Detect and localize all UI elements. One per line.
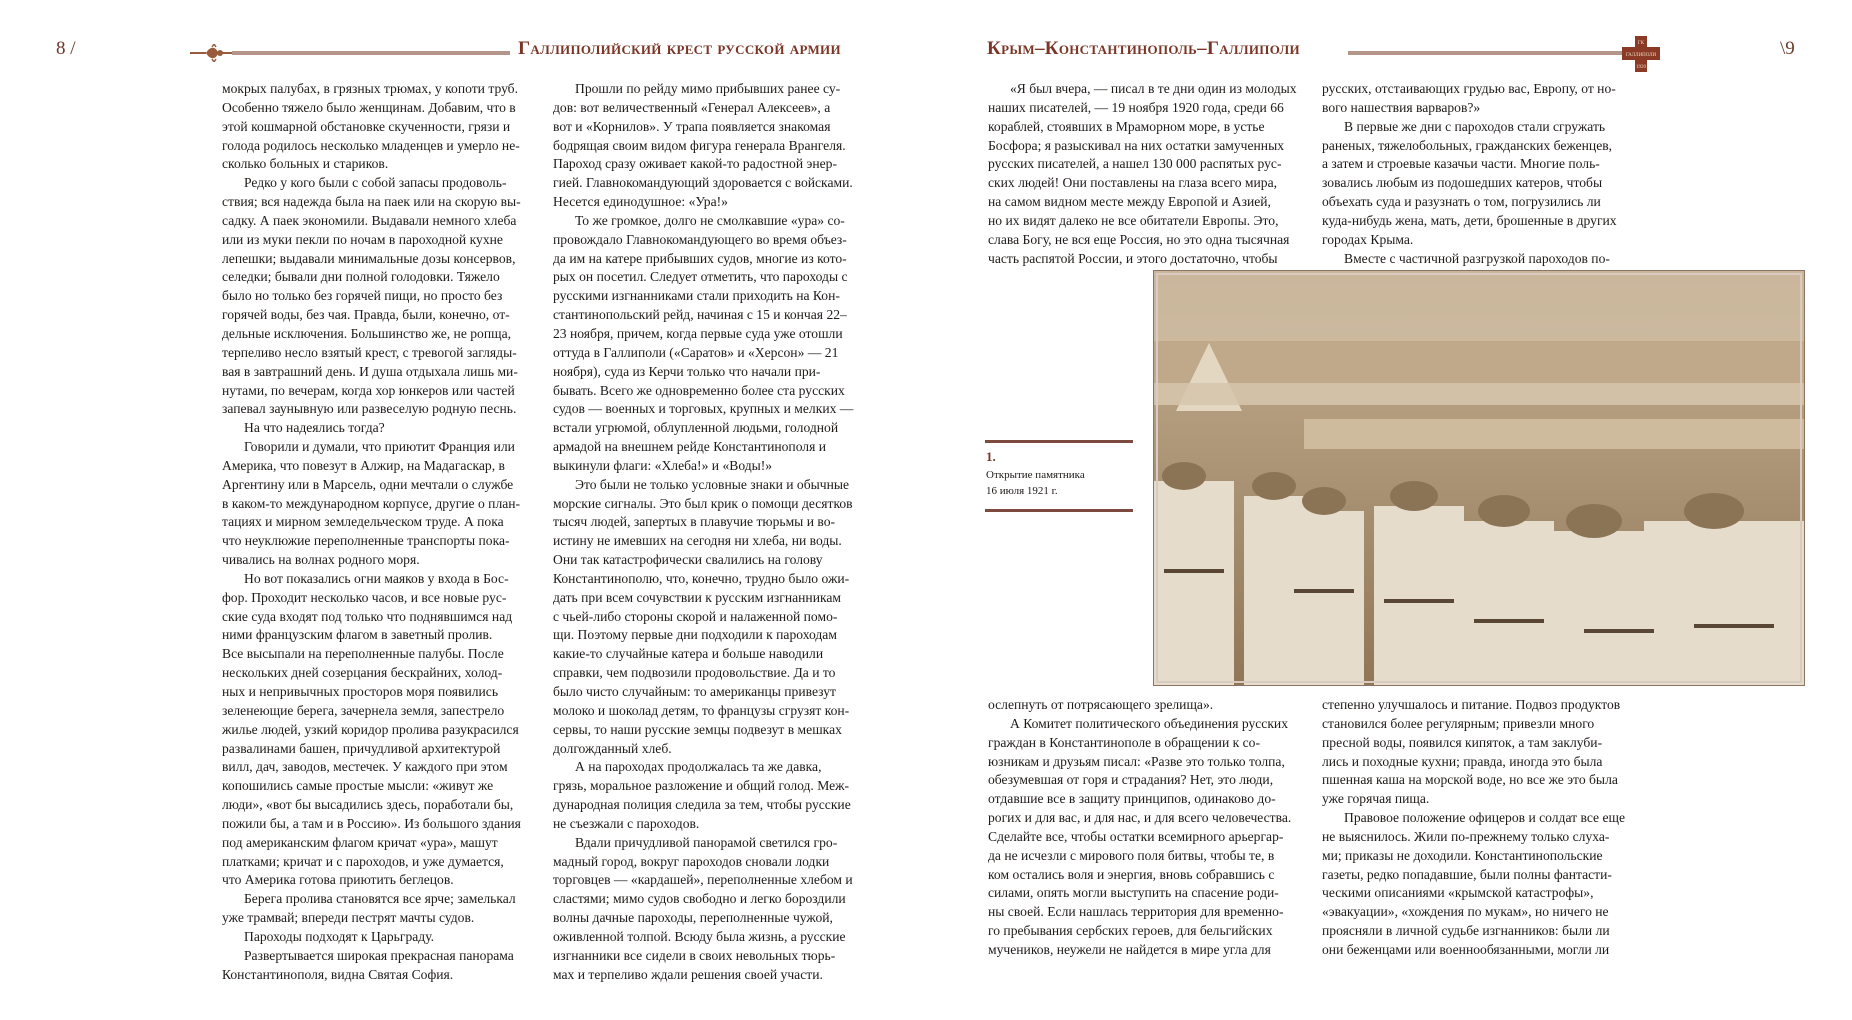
text-line: фор. Проходит несколько часов, и все новые рус- — [222, 589, 507, 605]
running-head-right: Крым–Константинополь–Галлиполи — [987, 38, 1300, 59]
text-line: оживленной толпой. Всюду была жизнь, а русские — [553, 928, 846, 944]
text-line: А Комитет политического объединения русских — [1010, 715, 1289, 731]
cross-text-bottom: 1920 — [1636, 65, 1646, 70]
text-line: судов — военных и торговых, крупных и мелких — — [553, 401, 854, 417]
text-line: го пребывания сербских героев, для бельгийских — [988, 923, 1273, 939]
text-line: пресной воды, появился кипяток, а там заклуби- — [1322, 734, 1603, 750]
cross-text-top: ГК — [1637, 41, 1645, 46]
text-line: да не исчезли с мирового поля битвы, чтобы те, в — [988, 847, 1275, 863]
left-page-column-2 — [553, 80, 853, 985]
text-line: На что надеялись тогда? — [244, 420, 385, 436]
text-line: мадный город, вокруг пароходов сновали лодки — [553, 853, 830, 869]
text-line: ослепнуть от потрясающего зрелища». — [988, 697, 1214, 712]
text-line: Все высыпали на переполненные палубы. После — [222, 646, 504, 662]
text-line: Сделайте все, чтобы остатки всемирного арьергар- — [988, 828, 1284, 844]
text-line: ских людей! Они поставлены на глаза всего мира, — [988, 175, 1278, 191]
text-line: на самом видном месте между Европой и Азией, — [988, 194, 1271, 210]
sepia-photograph — [1153, 270, 1805, 686]
text-line: Это были не только условные знаки и обычные — [575, 476, 850, 492]
text-line: нескольких дней созерцания бескрайних, холод- — [222, 665, 503, 681]
right-page-column-1-bottom — [988, 696, 1291, 960]
text-line: садку. А паек экономили. Выдавали немного хлеба — [222, 212, 517, 228]
text-line: вого нашествия варваров?» — [1322, 99, 1481, 115]
text-line: оттуда в Галлиполи («Саратов» и «Херсон» — 21 — [553, 344, 839, 360]
text-line: было чисто случайным: то американцы привезут — [553, 684, 836, 699]
text-line: зеленеющие берега, зачернела земля, запестрело — [222, 702, 505, 718]
right-page-column-2-top — [1322, 80, 1617, 268]
text-line: ческими описаниями «крымской катастрофы», — [1322, 885, 1594, 901]
figure-number: 1. — [986, 449, 996, 464]
text-line: сколько больных и стариков. — [222, 156, 389, 172]
text-line: слава Богу, не вся еще Россия, но это одна тысячная — [988, 231, 1290, 247]
text-line: зовались любым из подошедших катеров, чтобы — [1322, 175, 1603, 191]
text-line: чивались на волнах родного моря. — [222, 552, 420, 568]
photo-troop-line-mid — [1304, 419, 1804, 449]
figure-caption — [986, 467, 1085, 499]
text-line: Но вот показались огни маяков у входа в Бос- — [244, 570, 509, 586]
caption-rule-top — [985, 440, 1133, 443]
text-line: ноября), суда из Керчи только что начали при- — [553, 363, 821, 379]
left-page-column-1 — [222, 80, 521, 985]
text-line: мах и терпеливо ждали решения своей участи. — [553, 966, 823, 982]
text-line: дов: вот величественный «Генерал Алексеев», а — [553, 99, 831, 115]
text-line: морские сигналы. Это был крик о помощи десятков — [553, 495, 853, 511]
text-line: русских писателей, а нашел 130 000 распятых рус- — [988, 156, 1282, 172]
text-line: горячей воды, без чая. Правда, были, конечно, от- — [222, 307, 510, 323]
text-line: грязь, моральное разложение и общий голод. Меж- — [553, 778, 850, 794]
text-line: рых он посетил. Следует отметить, что пароходы с — [553, 269, 848, 285]
text-line: да им на катере прибывших судов, многие из кото- — [553, 250, 847, 266]
text-line: платками; кричат и с пароходов, и уже думается, — [222, 853, 504, 869]
text-line: бодрящая своим видом фигура генерала Врангеля. — [553, 137, 846, 153]
text-line: ных и непривычных просторов моря появились — [222, 684, 499, 699]
text-line: отдавшие все в защиту принципов, одинаково до- — [988, 791, 1276, 807]
text-line: тациях и мирном земледельческом труде. А пока — [222, 514, 504, 530]
text-line: что неуклюжие переполненные транспорты пока- — [222, 533, 510, 549]
text-line: Берега пролива становятся все ярче; замелькал — [244, 891, 516, 907]
text-line: ми; приказы не доходили. Константинопольские — [1322, 847, 1603, 863]
text-line: Редко у кого были с собой запасы продоволь- — [244, 175, 507, 191]
page-number-left: 8 / — [56, 38, 76, 59]
text-line: степенно улучшалось и питание. Подвоз продуктов — [1322, 697, 1621, 712]
text-line: силами, опять могли выступить на спасение роди- — [988, 885, 1279, 901]
text-line: ны своей. Если нашлась территория для временно- — [988, 904, 1284, 920]
text-line: обезумевшая от горя и страдания? Нет, это люди, — [988, 772, 1274, 788]
text-line: Пароход сразу оживает какой-то радостной энер- — [553, 156, 837, 172]
text-line: истину не имевших на сегодня ни хлеба, ни воды. — [553, 533, 842, 549]
text-line: справки, чем подвозили продовольствие. Да и то — [553, 665, 836, 681]
text-line: они беженцами или военнообязанными, могли ли — [1322, 941, 1610, 957]
text-line: терпеливо несло взятый крест, с тревогой загляды- — [222, 344, 517, 360]
text-line: Правовое положение офицеров и солдат все еще — [1344, 810, 1626, 826]
text-line: часть распятой России, и этого достаточно, чтобы — [988, 250, 1278, 266]
text-line: «эвакуации», «хождения по мукам», но ничего не — [1322, 904, 1609, 920]
header-rule-left — [232, 51, 510, 55]
text-line: под американским флагом кричат «ура», машут — [222, 834, 498, 850]
text-line: что Америка готова приютить беглецов. — [222, 872, 454, 888]
text-line: ствия; вся надежда была на паек или на скорую вы- — [222, 194, 521, 210]
text-line: проясняли в личной судьбе изгнанников: были ли — [1322, 923, 1610, 939]
text-line: раненых, тяжелобольных, гражданских беженцев, — [1322, 137, 1613, 153]
text-line: в каком-то международном корпусе, другие о план- — [222, 495, 521, 511]
text-line: русских, отстаивающих грудью вас, Европу, от но- — [1322, 81, 1616, 96]
text-line: ские суда входят под только что поднявшимся над — [222, 608, 513, 624]
cross-text-middle: ГАЛЛИПОЛИ — [1625, 53, 1657, 58]
text-line: Вдали причудливой панорамой светился гро- — [575, 834, 838, 850]
text-line: изгнанники все сидели в своих невольных тюрь- — [553, 947, 836, 963]
text-line: долгожданный хлеб. — [553, 740, 672, 756]
text-line: голода родилось несколько младенцев и умерло не- — [222, 137, 520, 153]
text-line: наших писателей, — 19 ноября 1920 года, среди 66 — [988, 99, 1284, 115]
text-line: Говорили и думали, что приютит Франция или — [244, 439, 515, 455]
text-line: торговцев — «кардашей», переполненные хлебом и — [553, 872, 853, 888]
text-line: Аргентину или в Марсель, одни мечтали о службе — [222, 476, 514, 492]
text-line: копошились самые простые мысли: «живут же — [222, 778, 494, 794]
text-line: лись и походные кухни; правда, иногда это была — [1322, 753, 1603, 769]
text-line: пожили бы, а там и в Россию». Из большого здания — [222, 815, 521, 831]
text-line: ними французским флагом в заветный пролив. — [222, 627, 493, 643]
caption-rule-bottom — [985, 509, 1133, 512]
figure-caption-line-1: Открытие памятника — [986, 469, 1085, 481]
text-line: уже трамвай; впереди пестрят мачты судов. — [222, 910, 475, 926]
page-number-right: \9 — [1780, 38, 1795, 59]
text-line: молоко и шоколад детям, то французы сгрузят кон- — [553, 702, 850, 718]
photo-troop-line-far — [1154, 383, 1804, 405]
text-line: вая в завтрашний день. И душа отдыхала лишь ми- — [222, 363, 518, 379]
text-line: рогих и для вас, и для нас, и для всего человечества. — [988, 810, 1292, 826]
text-line: не выяснилось. Жили по-прежнему только слуха- — [1322, 828, 1610, 844]
right-page-column-1-top — [988, 80, 1297, 268]
text-line: становился более регулярным; привезли много — [1322, 715, 1595, 731]
text-line: развалинами башен, причудливой архитектурой — [222, 740, 501, 756]
running-head-left: Галлиполийский крест русской армии — [518, 38, 841, 59]
text-line: объехать суда и разузнать о том, погрузились ли — [1322, 194, 1601, 210]
figure-caption-line-2: 16 июля 1921 г. — [986, 485, 1058, 497]
text-line: граждан в Константинополе в обращении к со- — [988, 734, 1260, 750]
text-line: Вместе с частичной разгрузкой пароходов по- — [1344, 250, 1610, 266]
text-line: бывать. Всего же одновременно более ста русских — [553, 382, 845, 398]
text-line: стантинопольский рейд, начиная с 15 и кончая 22– — [553, 307, 847, 323]
text-line: вилл, дач, заводов, местечек. У каждого при этом — [222, 759, 508, 775]
text-line: Особенно тяжело было женщинам. Добавим, что в — [222, 99, 516, 115]
text-line: Прошли по рейду мимо прибывших ранее су- — [575, 81, 841, 96]
text-line: А на пароходах продолжалась та же давка, — [575, 759, 822, 775]
gallipoli-cross-icon — [1622, 36, 1660, 77]
text-line: кораблей, стоявших в Мраморном море, в устье — [988, 118, 1265, 134]
text-line: или из муки пекли по ночам в пароходной кухне — [222, 231, 503, 247]
text-line: Босфора; я разыскивал на них остатки замученных — [988, 137, 1285, 153]
text-line: сервы, то наши русские земцы подвезут в мешках — [553, 721, 842, 737]
text-line: русскими изгнанниками стали приходить на Кон- — [553, 288, 840, 304]
text-line: селедки; бывали дни полной голодовки. Тяжело — [222, 269, 500, 285]
text-line: дународная полиция следила за тем, чтобы русские — [553, 797, 851, 813]
text-line: куда-нибудь жена, мать, дети, брошенные в других — [1322, 212, 1617, 228]
text-line: сластями; мимо судов свободно и легко бороздили — [553, 891, 846, 907]
text-line: Константинополю, что, конечно, трудно было ожи- — [553, 570, 850, 586]
text-line: юзникам и друзьям писал: «Разве это только толпа, — [988, 753, 1285, 769]
text-line: пшенная каша на морской воде, но все же это была — [1322, 772, 1618, 788]
text-line: армадой на внешнем рейде Константинополя и — [553, 439, 827, 455]
text-line: уже горячая пища. — [1322, 791, 1430, 807]
text-line: 23 ноября, причем, когда первые суда уже отошли — [553, 325, 843, 341]
text-line: Пароходы подходят к Царьграду. — [244, 928, 435, 944]
text-line: вот и «Корнилов». У трапа появляется знакомая — [553, 118, 831, 134]
text-line: было но только без горячей пищи, но просто без — [222, 288, 503, 304]
text-line: этой кошмарной обстановке скученности, грязи и — [222, 118, 511, 134]
text-line: газеты, редко попадавшие, были полны фантасти- — [1322, 866, 1612, 882]
text-line: а затем и строевые казачьи части. Многие поль- — [1322, 156, 1600, 172]
text-line: ком остались воля и энергия, вновь собравшись с — [988, 866, 1275, 882]
text-line: мучеников, неужели не найдется в мире угла для — [988, 941, 1271, 957]
text-line: лепешки; выдавали минимальные дозы консервов, — [222, 250, 516, 266]
text-line: Они так катастрофически свалились на голову — [553, 552, 823, 568]
text-line: с чьей-либо стороны скорой и налаженной помо- — [553, 608, 838, 624]
text-line: гией. Главнокомандующий здоровается с войсками. — [553, 175, 853, 191]
text-line: дельные исключения. Большинство же, не ропща, — [222, 325, 512, 341]
text-line: запевал заунывную или развеселую родную песнь. — [222, 401, 517, 417]
text-line: встали угрюмой, облупленной людьми, голодной — [553, 420, 839, 436]
text-line: «Я был вчера, — писал в те дни один из молодых — [1010, 81, 1297, 96]
text-line: Америка, что повезут в Алжир, на Мадагаскар, в — [222, 457, 505, 473]
right-page-column-2-bottom — [1322, 696, 1625, 960]
text-line: волны дачные пароходы, переполненные чужой, — [553, 910, 833, 926]
text-line: Константинополя, видна Святая София. — [222, 966, 454, 982]
text-line: не съезжали с пароходов. — [553, 815, 700, 831]
text-line: То же громкое, долго не смолкавшие «ура» со- — [575, 212, 845, 228]
text-line: Несется единодушное: «Ура!» — [553, 194, 728, 210]
text-line: нутами, по вечерам, когда хор юнкеров или частей — [222, 382, 515, 398]
text-line: дать при всем сочувствии к русским изгнанникам — [553, 589, 841, 605]
text-line: городах Крыма. — [1322, 231, 1414, 247]
text-line: щи. Поэтому первые дни подходили к пароходам — [553, 627, 837, 643]
text-line: провождало Главнокомандующего во время объез- — [553, 231, 847, 247]
text-line: В первые же дни с пароходов стали сгружать — [1344, 118, 1606, 134]
text-line: какие-то случайные катера и больше наводили — [553, 646, 824, 662]
text-line: выкинули флаги: «Хлеба!» и «Воды!» — [553, 457, 773, 473]
header-rule-right — [1348, 51, 1630, 55]
text-line: тысяч людей, запертых в плавучие тюрьмы и во- — [553, 514, 836, 530]
fleur-ornament-icon — [188, 44, 238, 67]
text-line: но их видят далеко не все обитатели Европы. Это, — [988, 212, 1279, 228]
text-line: Развертывается широкая прекрасная панорама — [244, 947, 514, 963]
text-line: мокрых палубах, в грязных трюмах, у копоти труб. — [222, 81, 519, 96]
text-line: люди», «вот бы высадились здесь, поработали бы, — [222, 797, 514, 813]
text-line: жилье людей, узкий коридор пролива разукрасился — [222, 721, 519, 737]
